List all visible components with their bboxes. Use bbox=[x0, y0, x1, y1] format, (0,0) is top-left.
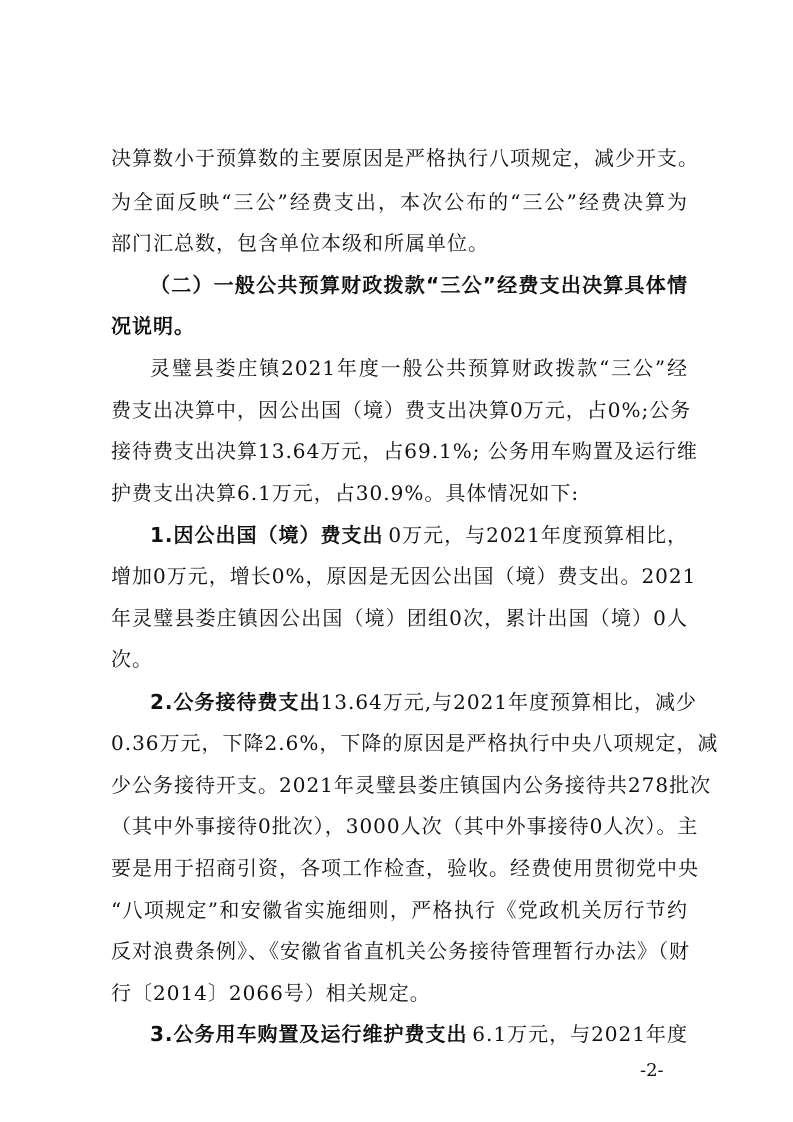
body-line: 反对浪费条例》、《安徽省省直机关公务接待管理暂行办法》（财 bbox=[111, 939, 690, 963]
body-line: 灵璧县娄庄镇2021年度一般公共预算财政拨款“三公”经 bbox=[150, 356, 688, 380]
body-line: 行〔2014〕2066号）相关规定。 bbox=[111, 981, 431, 1005]
body-line: 接待费支出决算13.64万元，占69.1%; 公务用车购置及运行维 bbox=[111, 439, 698, 463]
item-2-label: 2.公务接待费支出 bbox=[150, 690, 321, 714]
item-3-label: 3.公务用车购置及运行维护费支出 bbox=[150, 1022, 468, 1046]
body-line: 费支出决算中，因公出国（境）费支出决算0万元，占0%;公务 bbox=[111, 398, 692, 422]
body-line: 0.36万元，下降2.6%，下降的原因是严格执行中央八项规定，减 bbox=[111, 731, 719, 755]
item-2-line bbox=[150, 689, 698, 715]
item-1-line bbox=[150, 522, 688, 548]
item-3-line bbox=[150, 1021, 688, 1047]
page-number: -2- bbox=[640, 1060, 664, 1081]
body-line: 护费支出决算6.1万元，占30.9%。具体情况如下: bbox=[111, 481, 580, 505]
item-1-text: 0万元，与2021年度预算相比， bbox=[388, 523, 688, 547]
body-line: （其中外事接待0批次），3000人次（其中外事接待0人次）。主 bbox=[111, 814, 699, 838]
body-line: 次。 bbox=[111, 647, 153, 671]
body-line: “八项规定”和安徽省实施细则，严格执行《党政机关厉行节约 bbox=[111, 898, 688, 922]
section-heading: （二）一般公共预算财政拨款“三公”经费支出决算具体情 bbox=[150, 273, 688, 297]
section-heading-continued: 况说明。 bbox=[111, 314, 195, 338]
body-line: 增加0万元，增长0%，原因是无因公出国（境）费支出。2021 bbox=[111, 564, 697, 588]
body-line: 要是用于招商引资，各项工作检查，验收。经费使用贯彻党中央 bbox=[111, 856, 699, 880]
body-line: 部门汇总数，包含单位本级和所属单位。 bbox=[111, 231, 489, 255]
body-line: 少公务接待开支。2021年灵璧县娄庄镇国内公务接待共278批次 bbox=[111, 773, 712, 797]
body-line: 决算数小于预算数的主要原因是严格执行八项规定，减少开支。 bbox=[111, 146, 699, 170]
body-line: 年灵璧县娄庄镇因公出国（境）团组0次，累计出国（境）0人 bbox=[111, 606, 688, 630]
item-2-text: 13.64万元,与2021年度预算相比，减少 bbox=[320, 690, 698, 714]
item-1-label: 1.因公出国（境）费支出 bbox=[150, 523, 384, 547]
body-line: 为全面反映“三公”经费支出，本次公布的“三公”经费决算为 bbox=[111, 190, 688, 214]
item-3-text: 6.1万元，与2021年度 bbox=[472, 1022, 688, 1046]
